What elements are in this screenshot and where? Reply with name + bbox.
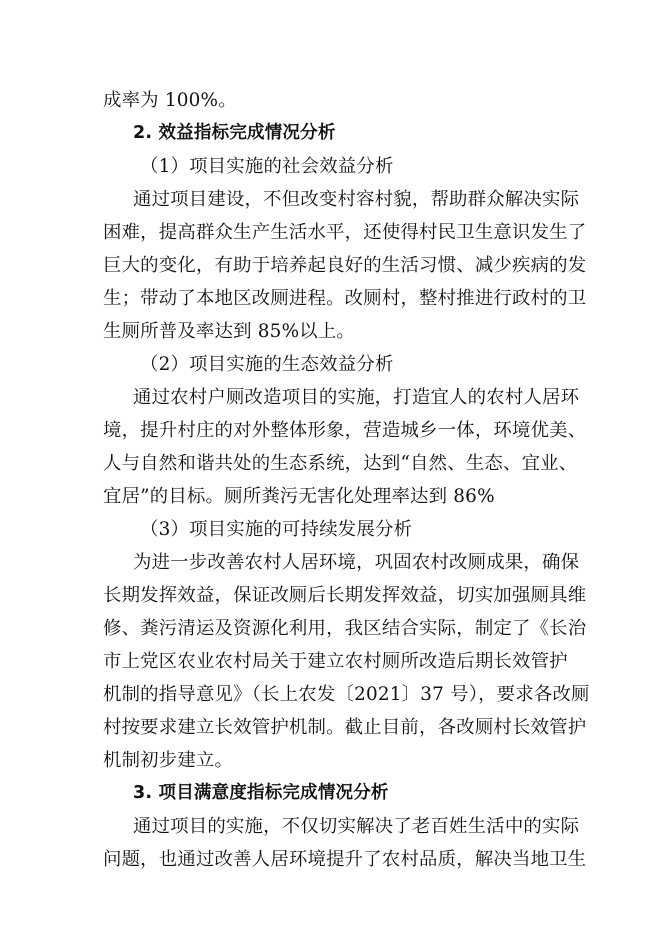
subheading-social-benefit: （1）项目实施的社会效益分析 [140,156,394,177]
text-line: 境，提升村庄的对外整体形象，营造城乡一体，环境优美、 [103,420,587,441]
section-heading-benefit: 2. 效益指标完成情况分析 [133,123,336,143]
text-line: 生厕所普及率达到 85%以上。 [103,321,356,342]
subheading-ecological-benefit: （2）项目实施的生态效益分析 [140,354,394,375]
section-heading-satisfaction: 3. 项目满意度指标完成情况分析 [133,783,389,803]
text-line: 为进一步改善农村人居环境，巩固农村改厕成果，确保 [133,552,580,573]
text-line: 通过项目的实施，不仅切实解决了老百姓生活中的实际 [133,816,580,837]
text-line: 机制的指导意见》（长上农发〔2021〕37 号），要求各改厕 [103,684,590,705]
subheading-sustainability: （3）项目实施的可持续发展分析 [140,519,413,540]
text-line: 宜居”的目标。厕所粪污无害化处理率达到 86% [103,486,495,507]
text-line: 困难，提高群众生产生活水平，还使得村民卫生意识发生了 [103,222,587,243]
text-line: 通过农村户厕改造项目的实施，打造宜人的农村人居环 [133,387,580,408]
text-line: 人与自然和谐共处的生态系统，达到“自然、生态、宜业、 [103,453,578,474]
text-line: 村按要求建立长效管护机制。截止目前，各改厕村长效管护 [103,717,587,738]
text-line: 问题，也通过改善人居环境提升了农村品质，解决当地卫生 [103,849,587,870]
text-line: 成率为 100%。 [103,90,237,111]
text-line: 机制初步建立。 [103,750,234,771]
text-line: 市上党区农业农村局关于建立农村厕所改造后期长效管护 [103,651,568,672]
text-line: 通过项目建设，不但改变村容村貌，帮助群众解决实际 [133,189,580,210]
text-line: 巨大的变化，有助于培养起良好的生活习惯、减少疾病的发 [103,255,587,276]
text-line: 长期发挥效益，保证改厕后长期发挥效益，切实加强厕具维 [103,585,587,606]
text-line: 修、粪污清运及资源化利用，我区结合实际，制定了《长治 [103,618,587,639]
text-line: 生；带动了本地区改厕进程。改厕村，整村推进行政村的卫 [103,288,587,309]
